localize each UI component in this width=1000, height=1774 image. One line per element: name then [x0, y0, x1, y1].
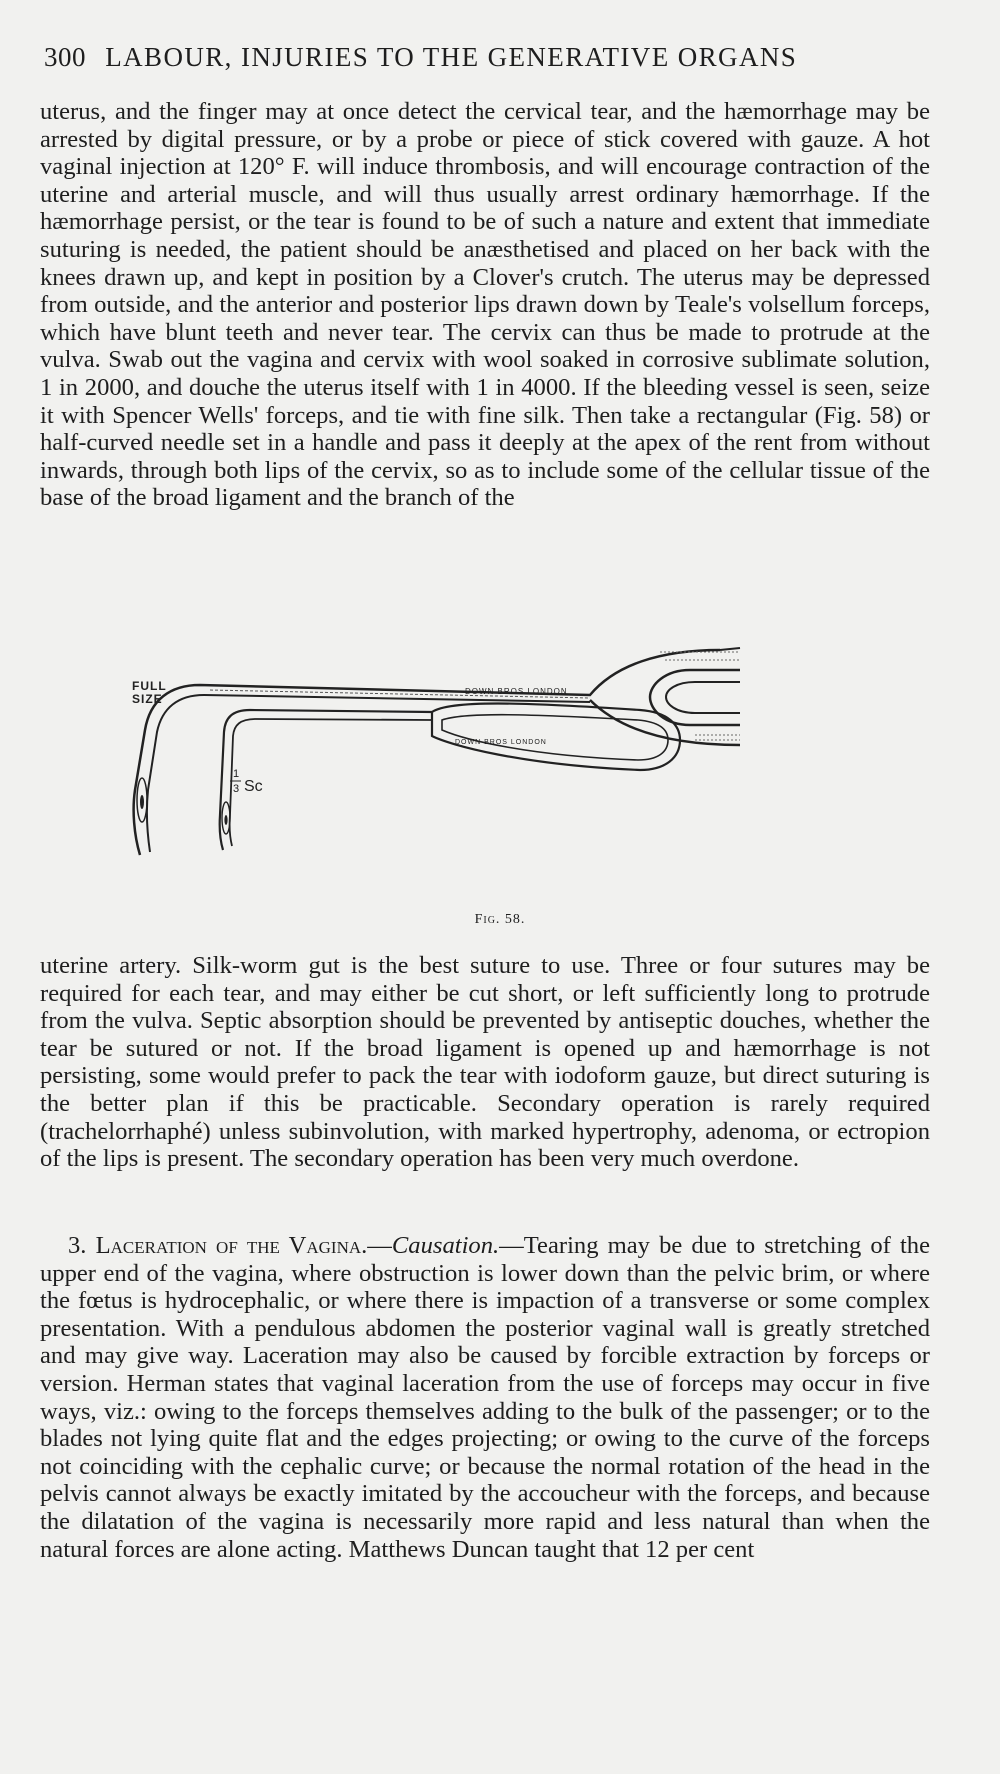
- figure-caption: Fig. 58.: [474, 912, 526, 927]
- figure-needles: [120, 640, 840, 900]
- section-dash: —: [367, 1232, 392, 1259]
- section-paragraph: [40, 1232, 930, 1563]
- paragraph-cervical-tear: [40, 98, 930, 512]
- maker-mark-full: DOWN BROS LONDON: [465, 687, 568, 696]
- needle-full-size: [134, 648, 740, 855]
- label-scale-numerator: 1: [233, 768, 240, 780]
- paragraph-text: uterine artery. Silk-worm gut is the best suture to use. Three or four sutures may be required for each tear, and may either be cut short, or left sufficiently long to protrude from the vulva. Septic absorption should be prevented by antiseptic douches, whether the tear be sutured or not. If the broad ligament is opened up and hæmorrhage is not persisting, some would prefer to pack the tear with iodoform gauze, but direct suturing is the better plan if this be practicable. Secondary operation is rarely required (trachelorrhaphé) unless subinvolution, with marked hypertrophy, adenoma, or ectropion of the lips is present. The secondary operation has been very much overdone.: [40, 952, 930, 1173]
- label-full-size-1: FULL: [132, 679, 167, 693]
- paragraph-text: uterus, and the finger may at once detect the cervical tear, and the hæmorrhage may be arrested by digital pressure, or by a probe or piece of stick covered with gauze. A hot vaginal injection at 120° F. will induce thrombosis, and will encourage contraction of the uterine and arterial muscle, and will thus usually arrest ordinary hæmorrhage. If the hæmorrhage persist, or the tear is found to be of such a nature and extent that immediate suturing is needed, the patient should be anæsthetised and placed on her back with the knees drawn up, and kept in position by a Clover's crutch. The uterus may be depressed from outside, and the anterior and posterior lips drawn down by Teale's volsellum forceps, which have blunt teeth and never tear. The cervix can thus be made to protrude at the vulva. Swab out the vagina and cervix with wool soaked in corrosive sublimate solution, 1 in 2000, and douche the uterus itself with 1 in 4000. If the bleeding vessel is seen, seize it with Spencer Wells' forceps, and tie with fine silk. Then take a rectangular (Fig. 58) or half-curved needle set in a handle and pass it deeply at the apex of the rent from without inwards, through both lips of the cervix, so as to include some of the cellular tissue of the base of the broad ligament and the branch of the: [40, 98, 930, 512]
- needle-reduced-scale: [220, 704, 680, 851]
- section-number: 3.: [68, 1232, 87, 1259]
- section-subheading: Causation.: [391, 1232, 500, 1259]
- label-full-size-2: SIZE: [132, 692, 163, 706]
- label-scale-denominator: 3: [233, 783, 240, 795]
- running-header: [44, 42, 884, 73]
- page-number: 300: [44, 42, 86, 72]
- section-text: —Tearing may be due to stretching of the upper end of the vagina, where obstruction is lower down than the pelvic brim, or where the fœtus is hydrocephalic, or where there is impaction of a transverse or some complex presentation. With a pendulous abdomen the posterior vaginal wall is greatly stretched and may give way. Laceration may also be caused by forcible extraction by forceps or version. Herman states that vaginal laceration from the use of forceps may occur in five ways, viz.: owing to the forceps themselves adding to the bulk of the passenger; or to the blades not lying quite flat and the edges projecting; or owing to the curve of the forceps not coinciding with the cephalic curve; or because the normal rotation of the head in the pelvis cannot always be exactly imitated by the accoucheur with the forceps, and because the dilatation of the vagina is necessarily more rapid and less natural than when the natural forces are alone acting. Matthews Duncan taught that 12 per cent: [40, 1232, 930, 1563]
- label-scale-text: Sc: [244, 778, 263, 795]
- running-title: LABOUR, INJURIES TO THE GENERATIVE ORGANS: [105, 42, 798, 72]
- section-heading: Laceration of the Vagina.: [95, 1232, 368, 1259]
- maker-mark-reduced: DOWN BROS LONDON: [455, 739, 547, 746]
- paragraph-suturing: [40, 952, 930, 1173]
- section-laceration-vagina: [40, 1232, 930, 1563]
